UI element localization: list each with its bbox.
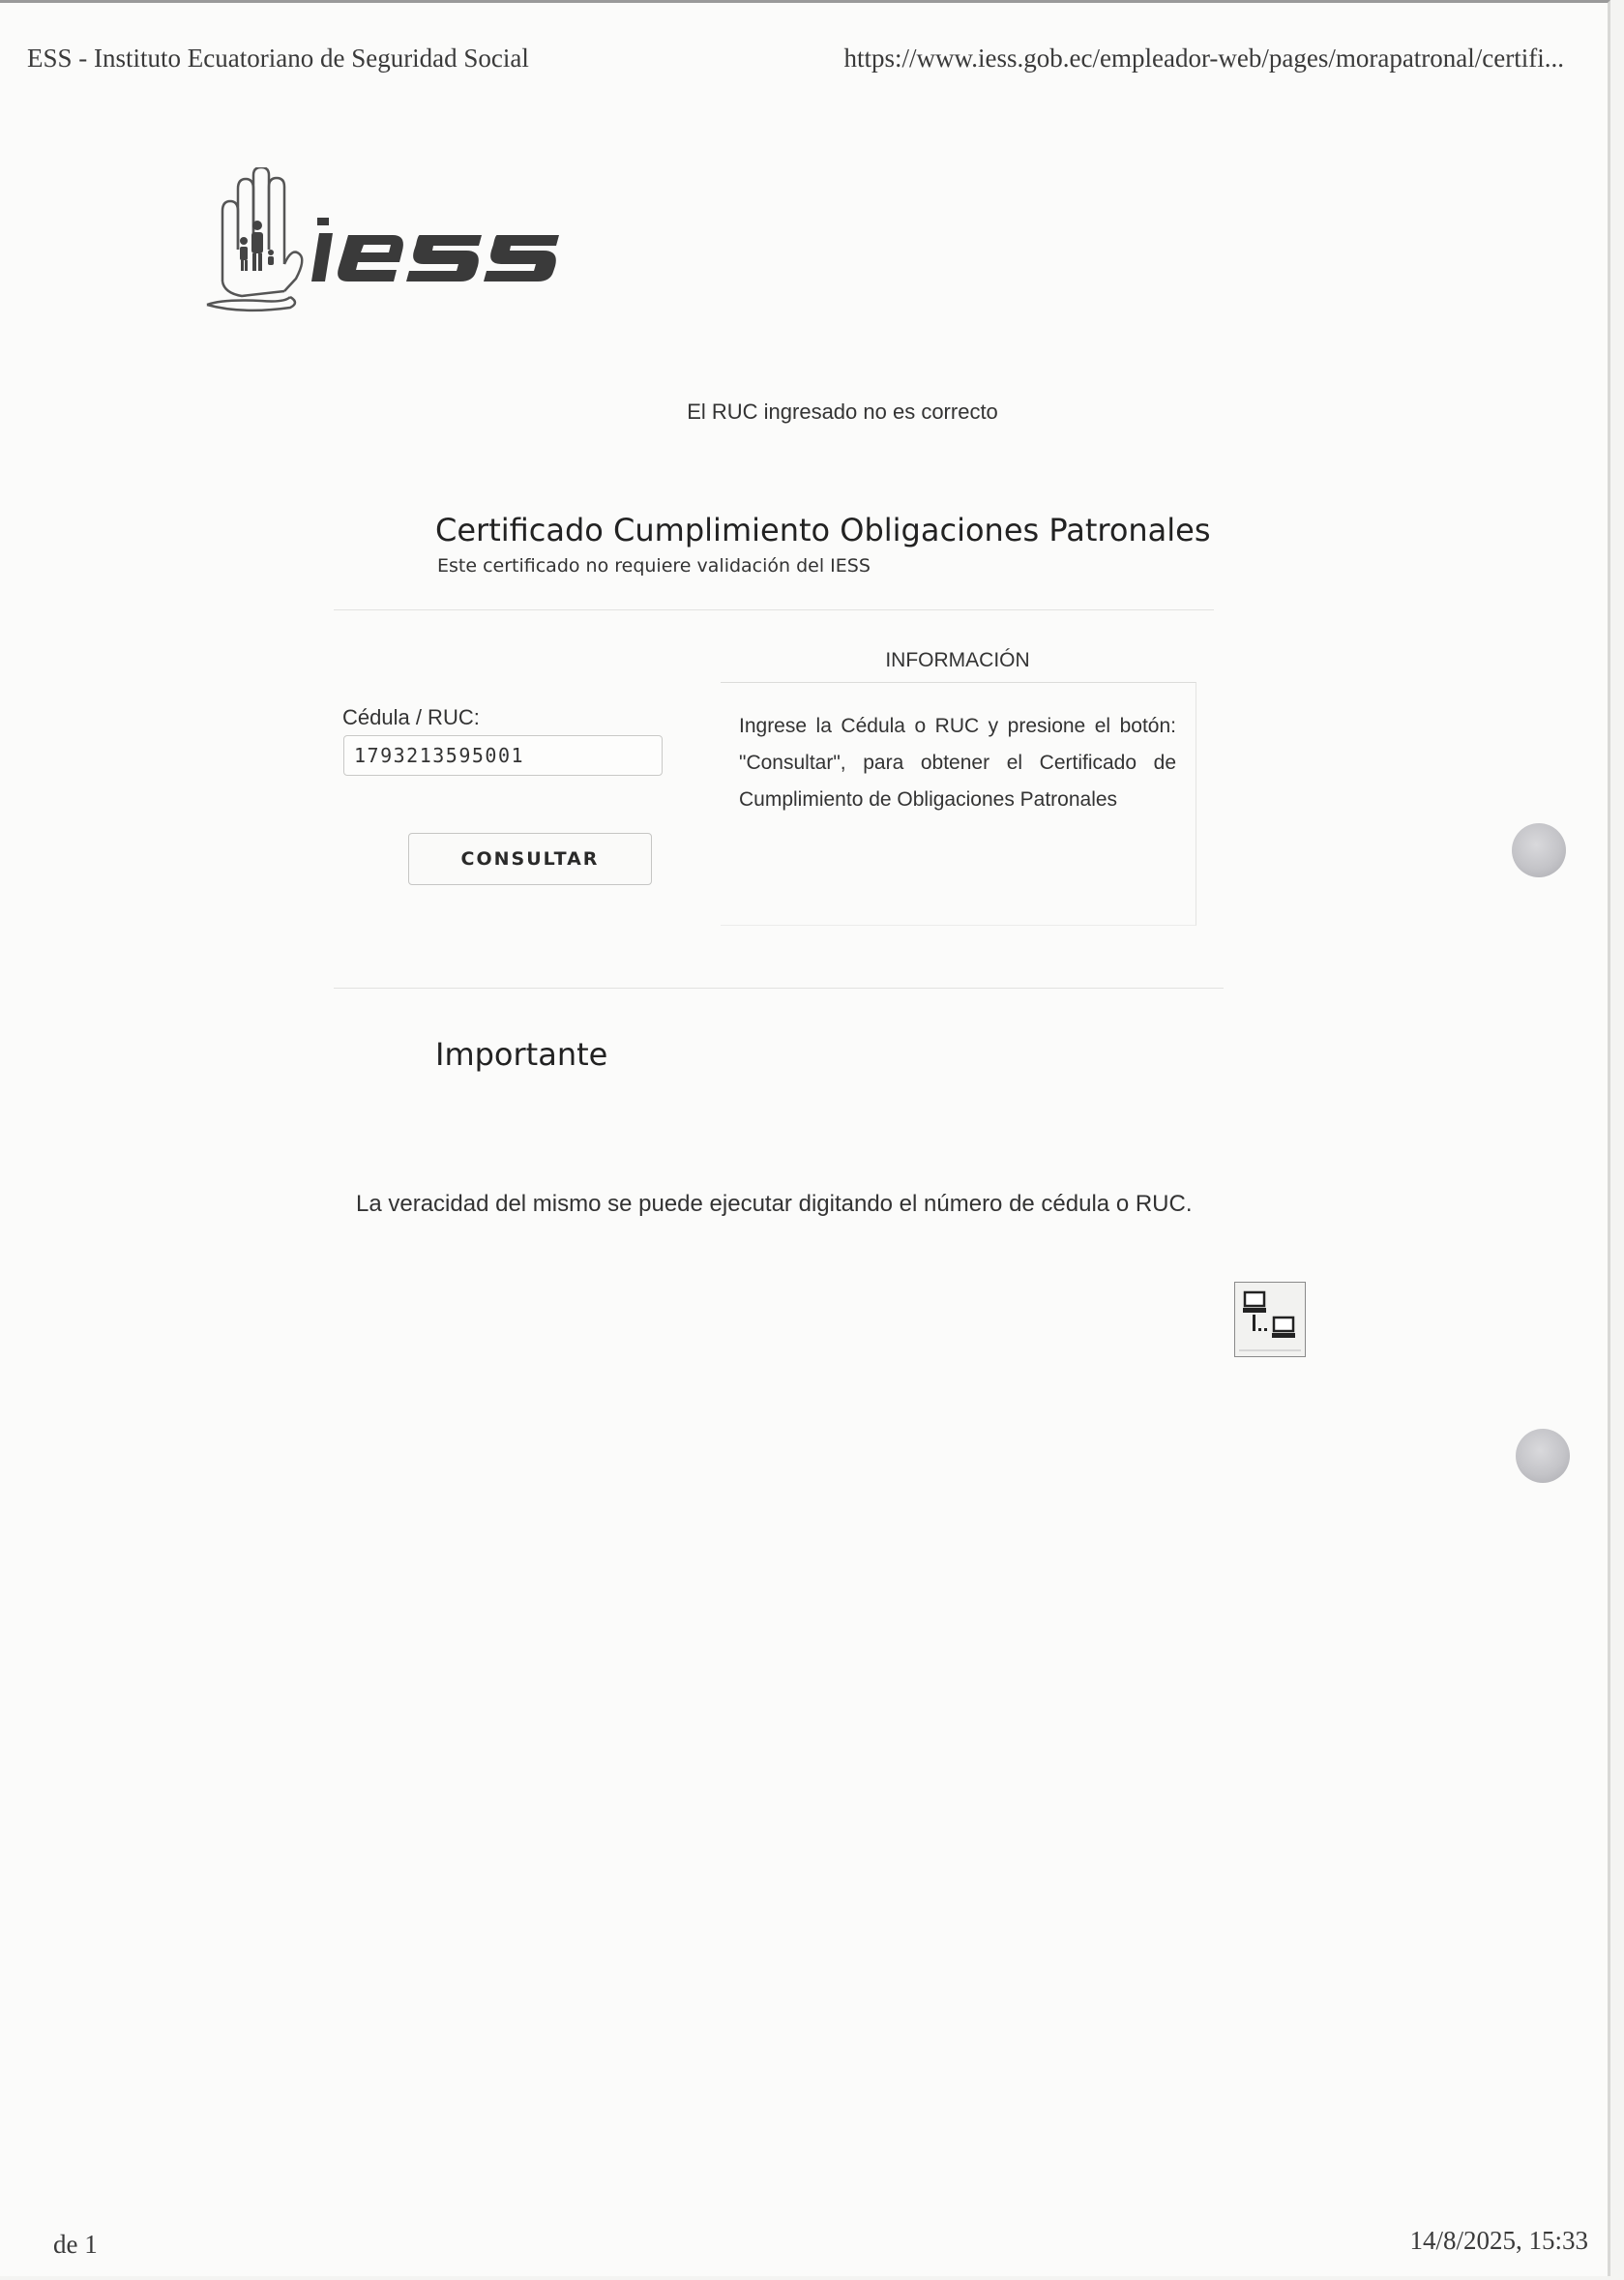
id-input[interactable] [343, 735, 663, 776]
consult-button[interactable]: CONSULTAR [408, 833, 652, 885]
page-subtitle: Este certificado no requiere validación del IESS [437, 555, 871, 577]
divider [334, 988, 1224, 989]
iess-logo[interactable] [203, 167, 571, 312]
divider [334, 609, 1214, 610]
punch-hole [1516, 1429, 1570, 1483]
page-title: Certificado Cumplimiento Obligaciones Patronales [435, 512, 1211, 548]
hand-family-icon [203, 167, 571, 312]
print-page-title: ESS - Instituto Ecuatoriano de Seguridad Social [27, 44, 529, 73]
important-text: La veracidad del mismo se puede ejecutar digitando el número de cédula o RUC. [356, 1191, 1193, 1217]
info-panel [721, 682, 1196, 926]
print-datetime: 14/8/2025, 15:33 [1409, 2226, 1588, 2255]
error-message: El RUC ingresado no es correcto [687, 400, 998, 424]
network-computers-icon[interactable] [1234, 1282, 1306, 1357]
id-field-label: Cédula / RUC: [342, 705, 480, 729]
important-title: Importante [435, 1036, 608, 1073]
info-heading: INFORMACIÓN [885, 649, 1030, 671]
info-text: Ingrese la Cédula o RUC y presione el botón: "Consultar", para obtener el Certificado de Cumplimiento de Obligaciones Patronales [739, 715, 1176, 811]
punch-hole [1512, 823, 1566, 877]
print-url: https://www.iess.gob.ec/empleador-web/pages/morapatronal/certifi... [843, 44, 1564, 73]
print-page-count: de 1 [53, 2230, 98, 2259]
